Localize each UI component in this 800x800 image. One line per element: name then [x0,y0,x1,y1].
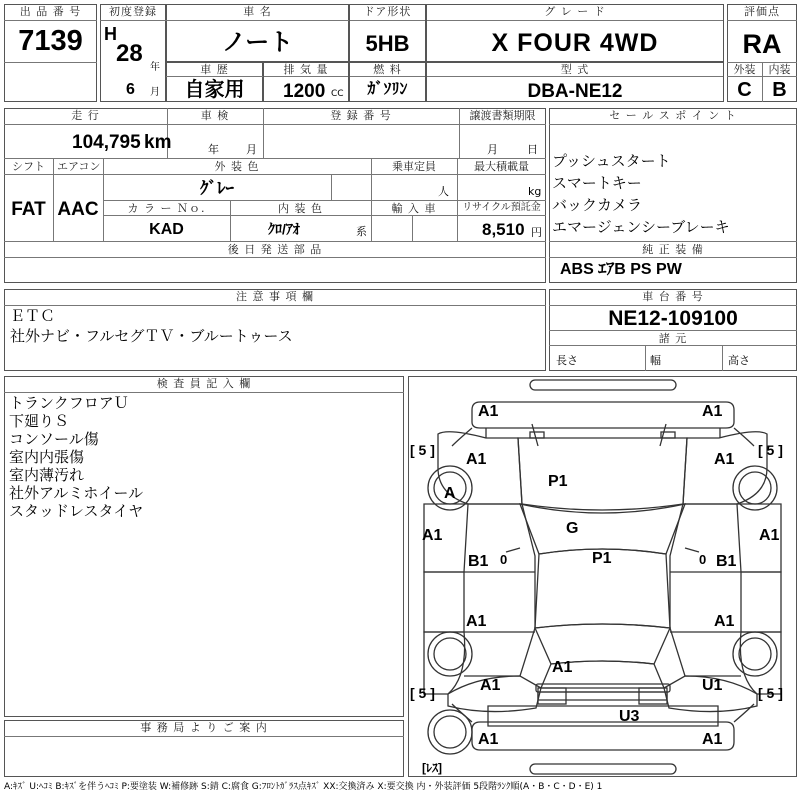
damage-mark: A1 [702,403,723,420]
inspector-note: 室内内張傷 [9,448,85,466]
damage-mark: A1 [714,613,735,630]
exterior-color: ｸﾞﾚｰ [200,179,234,198]
exterior-grade: C [737,79,752,101]
notes-label: 注 意 事 項 欄 [236,290,314,303]
mileage: 104,795 [72,132,141,153]
inspector-note: 社外アルミホイール [9,484,144,502]
later-parts-label: 後 日 発 送 部 品 [227,243,323,256]
zero-mark: 0 [500,552,508,567]
chassis-label: 車 台 番 号 [642,290,704,303]
registration-year: 28 [116,40,143,67]
color-number: KAD [149,221,184,238]
chassis-number: NE12-109100 [608,307,738,330]
sales-point-item: スマートキー [552,174,642,192]
inspection-month-unit: 月 [246,143,257,156]
model: DBA-NE12 [527,81,623,102]
zero-mark: 0 [699,552,707,567]
damage-mark: U1 [702,677,723,694]
office-label: 事 務 局 よ り ご 案 内 [140,721,268,734]
tire-tread-front-right: [ 5 ] [758,442,783,458]
capacity-unit: 人 [438,185,449,198]
recycle-deposit: 8,510 [482,220,525,239]
listing-number-label: 出 品 番 号 [19,5,82,18]
tire-tread-front-left: [ 5 ] [410,442,435,458]
equipment: ABS ｴｱB PS PW [560,261,682,278]
interior-color-label: 内 装 色 [278,202,323,215]
exterior-label: 外装 [733,63,756,76]
displacement-label: 排 気 量 [283,63,329,76]
sales-point-item: エマージェンシーブレーキ [552,218,730,236]
damage-mark: A1 [759,527,780,544]
inspector-label: 検 査 員 記 入 欄 [156,377,252,390]
damage-mark: A1 [714,451,735,468]
sales-point-item: バックカメラ [552,196,643,214]
transfer-docs-label: 譲渡書類期限 [469,109,536,122]
inspector-note: スタッドレスタイヤ [9,502,144,520]
damage-mark: A1 [466,451,487,468]
damage-mark: A1 [478,731,499,748]
damage-mark: B1 [468,553,489,570]
height-label: 高さ [728,354,750,367]
inspector-note: 室内薄汚れ [9,466,85,484]
interior-grade: B [772,79,787,101]
mileage-unit: km [144,132,172,153]
fuel: ｶﾞｿﾘﾝ [367,81,408,98]
transfer-day: 日 [527,143,538,156]
shift: FAT [11,199,46,220]
legend: A:ｷｽﾞ U:ﾍｺﾐ B:ｷｽﾞを伴うﾍｺﾐ P:要塗装 W:補修跡 S:錆 C:腐食 G:ﾌﾛﾝﾄｶﾞﾗｽ点ｷｽﾞ XX:交換済み X:要交換 内・外装評価 5段階ﾗﾝｸ順(A・B・C・D・E) 1 [4,782,603,792]
era: H [104,24,117,44]
recycle-label: リサイクル預託金 [462,202,541,213]
damage-mark: A1 [702,731,723,748]
length-label: 長さ [556,354,578,367]
damage-mark: A1 [466,613,487,630]
recycle-unit: 円 [531,226,542,239]
overall-score: RA [742,29,782,59]
damage-mark: G [566,520,579,537]
specs-label: 諸 元 [658,332,688,345]
car-damage-diagram [408,376,797,777]
grade-label: グ レ ー ド [544,5,606,18]
history: 自家用 [184,79,245,101]
interior-label: 内装 [768,63,791,76]
interior-color-suffix: 系 [356,225,367,238]
damage-mark: A1 [422,527,443,544]
inspection-label: 車 検 [200,109,230,122]
score-label: 評価点 [744,5,780,18]
color-label: 外 装 色 [214,160,260,173]
ac: AAC [57,199,99,220]
shift-label: シフト [12,160,45,173]
car-name: ノート [221,29,294,56]
damage-mark: A1 [552,659,573,676]
tire-tread-rear-left: [ 5 ] [410,685,435,701]
registration-number-label: 登 録 番 号 [330,109,392,122]
inspector-note: 下廻りＳ [9,412,70,430]
damage-mark: B1 [716,553,737,570]
damage-mark: A1 [478,403,499,420]
sales-points-label: セ ー ル ス ポ イ ン ト [609,109,737,122]
month-unit: 月 [150,87,160,98]
model-label: 型 式 [560,63,590,76]
damage-mark: A1 [480,677,501,694]
transfer-month: 月 [487,143,498,156]
damage-mark: P1 [548,473,568,490]
load-label: 最大積載量 [474,160,529,173]
damage-mark: U3 [619,708,640,725]
inspector-note: トランクフロアＵ [9,394,129,412]
import-label: 輸 入 車 [391,202,437,215]
displacement-unit: CC [331,89,344,99]
load-unit: kg [528,185,542,198]
grade: X FOUR 4WD [491,29,659,57]
color-number-label: カ ラ ー Ｎｏ. [127,202,206,215]
mileage-label: 走 行 [71,109,100,122]
notes-line: ＥＴＣ [10,307,56,325]
displacement: 1200 [283,81,326,102]
first-registration-label: 初度登録 [109,5,157,18]
tire-tread-rear-right: [ 5 ] [758,685,783,701]
history-label: 車 歴 [200,63,229,76]
damage-mark: A [444,485,456,502]
equipment-label: 純 正 装 備 [642,243,704,256]
registration-month: 6 [126,81,135,98]
fuel-label: 燃 料 [373,63,402,76]
inspection-year-unit: 年 [208,143,219,156]
interior-color: ｸﾛ/ｱｵ [268,221,300,237]
width-label: 幅 [650,354,661,367]
spare-tire-status: [ﾚｽ] [422,761,442,775]
damage-mark: P1 [592,550,612,567]
capacity-label: 乗車定員 [392,160,436,173]
door-label: ドア形状 [363,5,412,18]
listing-number: 7139 [18,25,83,57]
sales-point-item: プッシュスタート [552,152,671,170]
inspector-note: コンソール傷 [9,430,99,448]
notes-line: 社外ナビ・フルセグＴＶ・ブルートゥース [10,327,293,345]
car-name-label: 車 名 [243,5,272,18]
door-type: 5HB [365,31,410,56]
ac-label: エアコン [57,160,101,173]
year-unit: 年 [150,62,160,73]
